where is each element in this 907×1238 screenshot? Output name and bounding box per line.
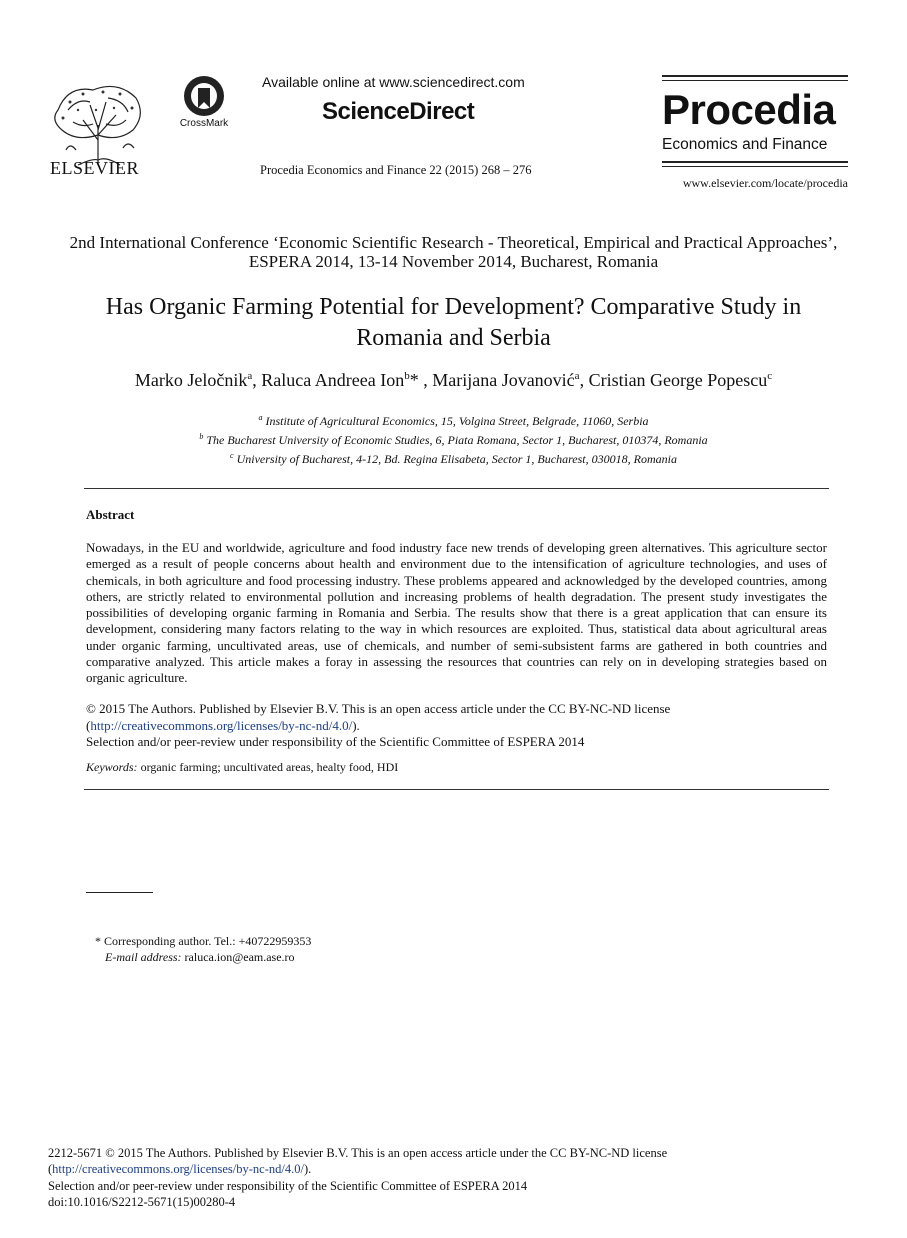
procedia-rule — [662, 166, 848, 167]
email-line — [95, 949, 311, 965]
affiliation-mark: a — [258, 413, 263, 422]
abstract-text: Nowadays, in the EU and worldwide, agriculture and food industry face new trends of developing green alternatives. This agriculture sector emerged as a result of people concerns about health and environment due to the intensification of agriculture technologies, and uses of chemicals, in both agriculture and food processing industry. These problems appeared and acknowledged by the developed countries, among others, are strictly related to environmental pollution and increasing problems of health degradation. The present study investigates the possibilities of developing organic farming in Romania and Serbia. The results show that there is a great application that can ensure its development, considering many factors relating to the way in which resources are exploited. Thus, statistical data about agricultural areas under organic farming, uncultivated areas, use of chemicals, and number of semi-subsistent farms are gathered in both countries and comparative analyzed. This article makes a foray in assessing the resources that countries can rely on in developing strategies based on organic agriculture. — [86, 540, 827, 686]
abstract-heading: Abstract — [86, 507, 135, 522]
footnote — [95, 933, 311, 965]
page-footer — [48, 1145, 868, 1210]
affiliation-mark: b — [199, 432, 204, 441]
sciencedirect-logo[interactable]: ScienceDirect — [322, 98, 475, 125]
author-name: Marko Jeločnik — [134, 370, 248, 390]
procedia-title: Procedia — [662, 86, 836, 133]
corresponding-author: * Corresponding author. Tel.: +40722959353 — [95, 934, 312, 948]
author-name: Raluca Andreea Ion — [261, 370, 405, 390]
paren: ). — [303, 1162, 312, 1177]
affiliation-text: Institute of Agricultural Economics, 15, Volgina Street, Belgrade, 11060, Serbia — [265, 414, 649, 428]
paper-title: Has Organic Farming Potential for Development? Comparative Study in Romania and Serbia — [105, 294, 802, 351]
affiliation-line — [60, 429, 847, 448]
author-name: Cristian George Popescu — [588, 370, 768, 390]
paren: ( — [48, 1162, 53, 1177]
crossmark-label: CrossMark — [179, 118, 229, 129]
procedia-rule — [662, 75, 848, 77]
license-link-line — [86, 718, 827, 735]
footer-license: 2212-5671 © 2015 The Authors. Published by Elsevier B.V. This is an open access article under the CC BY-NC-ND license — [48, 1146, 668, 1160]
footer-peer-review: Selection and/or peer-review under responsibility of the Scientific Committee of ESPERA 2014 — [48, 1178, 528, 1193]
keywords-line — [86, 760, 827, 775]
conference-name: 2nd International Conference ‘Economic Scientific Research - Theoretical, Empirical and Practical Approaches’, ESPERA 2014, 13-14 November 2014, Bucharest, Romania — [69, 233, 838, 271]
author-name: Marijana Jovanović — [432, 370, 575, 390]
paren: ( — [86, 717, 91, 733]
license-link[interactable]: http://creativecommons.org/licenses/by-nc-nd/4.0/ — [90, 717, 353, 733]
author-affil-mark: a — [247, 370, 253, 382]
author-separator: , — [418, 370, 433, 390]
license-block — [86, 701, 827, 751]
peer-review-statement: Selection and/or peer-review under responsibility of the Scientific Committee of ESPERA 2014 — [86, 734, 585, 749]
procedia-rule — [662, 80, 848, 81]
procedia-url[interactable]: www.elsevier.com/locate/procedia — [682, 176, 848, 190]
keywords-label: Keywords: — [86, 760, 138, 774]
corresponding-mark: * — [409, 370, 419, 390]
section-divider — [84, 488, 829, 489]
procedia-rule — [662, 161, 848, 163]
author-affil-mark: b — [404, 370, 410, 382]
affiliation-line — [60, 410, 847, 429]
footer-license-link[interactable]: http://creativecommons.org/licenses/by-nc-nd/4.0/ — [52, 1162, 304, 1177]
affiliation-line — [60, 448, 847, 467]
section-divider — [84, 789, 829, 790]
keywords-text: organic farming; uncultivated areas, healty food, HDI — [140, 760, 399, 774]
procedia-subtitle: Economics and Finance — [662, 136, 828, 153]
author-separator: , — [579, 370, 589, 390]
footer-doi[interactable]: doi:10.1016/S2212-5671(15)00280-4 — [48, 1194, 236, 1209]
email-label: E-mail address: — [105, 950, 182, 964]
author-separator: , — [252, 370, 262, 390]
author-affil-mark: a — [574, 370, 580, 382]
footnote-rule — [86, 892, 153, 893]
journal-reference: Procedia Economics and Finance 22 (2015) 268 – 276 — [260, 163, 532, 177]
affiliation-list — [60, 410, 847, 467]
affiliation-mark: c — [230, 451, 234, 460]
author-list — [40, 370, 867, 391]
author-affil-mark: c — [767, 370, 773, 382]
elsevier-wordmark: ELSEVIER — [50, 158, 139, 178]
available-online-text[interactable]: Available online at www.sciencedirect.com — [262, 74, 525, 90]
affiliation-text: University of Bucharest, 4-12, Bd. Regina Elisabeta, Sector 1, Bucharest, 030018, Romania — [236, 452, 677, 466]
affiliation-text: The Bucharest University of Economic Studies, 6, Piata Romana, Sector 1, Bucharest, 010374, Romania — [206, 433, 708, 447]
paren: ). — [352, 717, 360, 733]
footer-link-line — [48, 1161, 868, 1177]
email-address[interactable]: raluca.ion@eam.ase.ro — [184, 950, 295, 964]
license-statement: © 2015 The Authors. Published by Elsevier B.V. This is an open access article under the CC BY-NC-ND license — [86, 701, 671, 716]
